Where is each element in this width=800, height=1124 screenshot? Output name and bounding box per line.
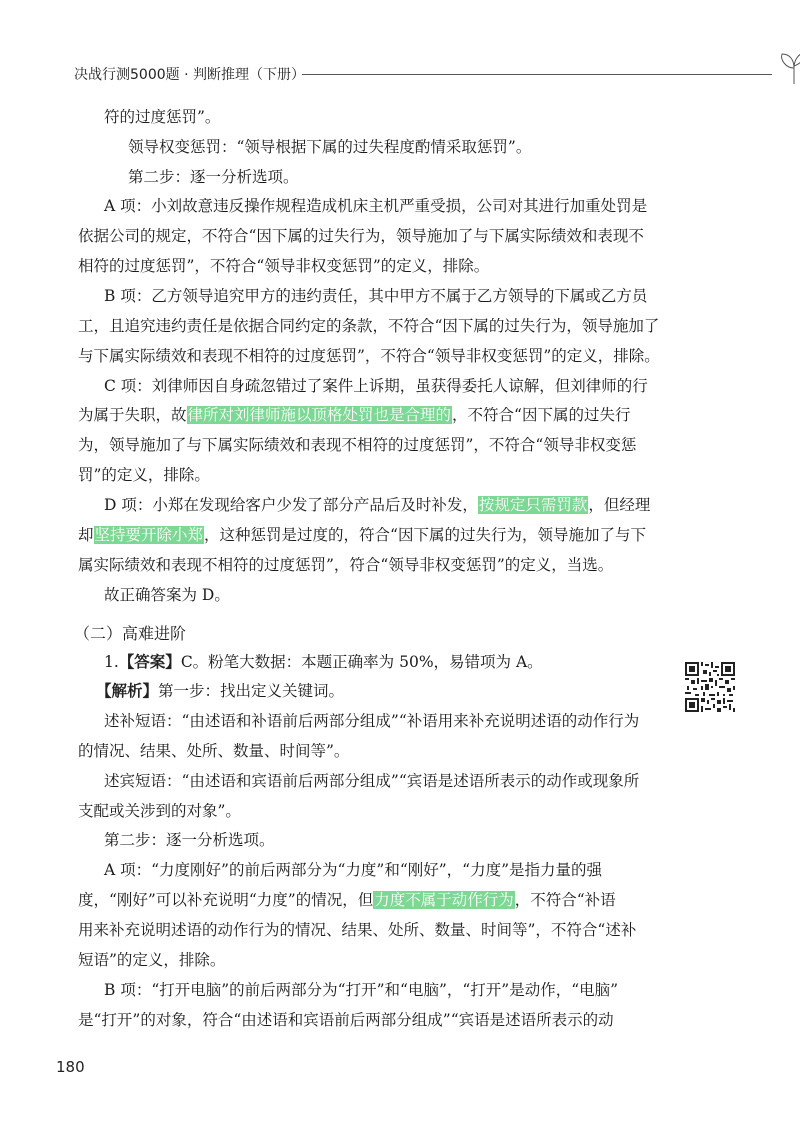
- text-line: [104, 495, 650, 515]
- highlighted-text: 力度不属于动作行为: [374, 891, 514, 909]
- text-line: [96, 681, 344, 701]
- text-segment: 是“打开”的对象，符合“由述语和宾语前后两部分组成”“宾语是述语所表示的动: [78, 1011, 614, 1029]
- sprout-icon: [774, 48, 800, 84]
- text-line: [104, 980, 618, 1000]
- text-line: [78, 525, 646, 545]
- text-segment: ，这种惩罚是过度的，符合“因下属的过失行为，领导施加了与下: [204, 526, 646, 544]
- text-line: [104, 860, 602, 880]
- text-line: [104, 286, 647, 306]
- answer-label: 【解析】: [96, 681, 159, 700]
- text-segment: 罚”的定义，排除。: [78, 466, 210, 484]
- text-line: [78, 256, 489, 276]
- text-segment: C 项：刘律师因自身疏忽错过了案件上诉期，虽获得委托人谅解，但刘律师的行: [104, 377, 648, 395]
- text-segment: 领导权变惩罚：“领导根据下属的过失程度酌情采取惩罚”。: [128, 138, 532, 156]
- text-segment: 与下属实际绩效和表现不相符的过度惩罚”，不符合“领导非权变惩罚”的定义，排除。: [78, 347, 660, 365]
- page-number: 180: [56, 1058, 85, 1076]
- text-segment: 第二步：逐一分析选项。: [128, 168, 299, 186]
- text-segment: 的情况、结果、处所、数量、时间等”。: [78, 742, 350, 760]
- text-segment: B 项：“打开电脑”的前后两部分为“打开”和“电脑”，“打开”是动作，“电脑”: [104, 981, 619, 999]
- text-segment: 相符的过度惩罚”，不符合“领导非权变惩罚”的定义，排除。: [78, 257, 490, 275]
- text-line: [78, 316, 659, 336]
- text-segment: 却: [78, 526, 94, 544]
- text-line: [104, 196, 647, 216]
- text-line: [78, 801, 241, 821]
- text-segment: 1.: [104, 653, 119, 671]
- text-line: [128, 167, 299, 187]
- highlighted-text: 坚持要开除小郑: [94, 526, 204, 544]
- book-title: 决战行测5000题 · 判断推理（下册）: [74, 67, 305, 83]
- answer-label: 【答案】: [118, 652, 181, 671]
- text-line: [78, 890, 616, 910]
- text-segment: 故正确答案为 D。: [104, 586, 230, 604]
- text-line: [104, 711, 639, 731]
- text-line: [104, 107, 220, 127]
- text-segment: C。粉笔大数据：本题正确率为 50%，易错项为 A。: [180, 653, 543, 671]
- text-line: [104, 585, 230, 605]
- text-line: [78, 226, 644, 246]
- text-line: [104, 652, 543, 672]
- text-segment: 用来补充说明述语的动作行为的情况、结果、处所、数量、时间等”，不符合“述补: [78, 921, 637, 939]
- text-line: [104, 830, 275, 850]
- text-segment: 依据公司的规定，不符合“因下属的过失行为，领导施加了与下属实际绩效和表现不: [78, 227, 644, 245]
- text-line: [104, 376, 648, 396]
- text-segment: 为，领导施加了与下属实际绩效和表现不相符的过度惩罚”，不符合“领导非权变惩: [78, 436, 637, 454]
- text-segment: ，不符合“补语: [514, 891, 616, 909]
- text-line: [128, 137, 531, 157]
- header-rule: [302, 74, 772, 75]
- section-heading: （二）高难进阶: [74, 624, 187, 643]
- text-segment: ，但经理: [588, 496, 651, 514]
- highlighted-text: 律所对刘律师施以顶格处罚也是合理的: [187, 406, 452, 424]
- text-segment: 工，且追究违约责任是依据合同约定的条款，不符合“因下属的过失行为，领导施加了: [78, 317, 660, 335]
- text-segment: 度，“刚好”可以补充说明“力度”的情况，但: [78, 891, 374, 909]
- text-line: [78, 555, 613, 575]
- running-header: [74, 64, 754, 84]
- text-segment: 述补短语：“由述语和补语前后两部分组成”“补语用来补充说明述语的动作行为: [104, 712, 640, 730]
- text-segment: A 项：小刘故意违反操作规程造成机床主机严重受损，公司对其进行加重处罚是: [104, 197, 648, 215]
- text-line: [78, 346, 660, 366]
- text-line: [78, 1010, 614, 1030]
- text-segment: B 项：乙方领导追究甲方的违约责任，其中甲方不属于乙方领导的下属或乙方员: [104, 287, 648, 305]
- text-line: [78, 465, 210, 485]
- qr-code-icon: [685, 662, 735, 712]
- text-line: [78, 920, 636, 940]
- text-segment: D 项：小郑在发现给客户少发了部分产品后及时补发，: [104, 496, 478, 514]
- text-segment: ，不符合“因下属的过失行: [452, 406, 631, 424]
- text-line: [78, 741, 349, 761]
- text-segment: 述宾短语：“由述语和宾语前后两部分组成”“宾语是述语所表示的动作或现象所: [104, 772, 640, 790]
- text-line: [78, 435, 636, 455]
- text-line: [78, 950, 225, 970]
- text-segment: 为属于失职，故: [78, 406, 187, 424]
- text-segment: 第二步：逐一分析选项。: [104, 831, 275, 849]
- text-segment: 短语”的定义，排除。: [78, 951, 226, 969]
- text-segment: 属实际绩效和表现不相符的过度惩罚”，符合“领导非权变惩罚”的定义，当选。: [78, 556, 614, 574]
- text-segment: A 项：“力度刚好”的前后两部分为“力度”和“刚好”，“力度”是指力量的强: [104, 861, 603, 879]
- text-segment: 第一步：找出定义关键词。: [158, 682, 345, 700]
- text-segment: 符的过度惩罚”。: [104, 108, 221, 126]
- text-line: [104, 771, 639, 791]
- text-segment: 支配或关涉到的对象”。: [78, 802, 241, 820]
- highlighted-text: 按规定只需罚款: [478, 496, 588, 514]
- text-line: [78, 405, 630, 425]
